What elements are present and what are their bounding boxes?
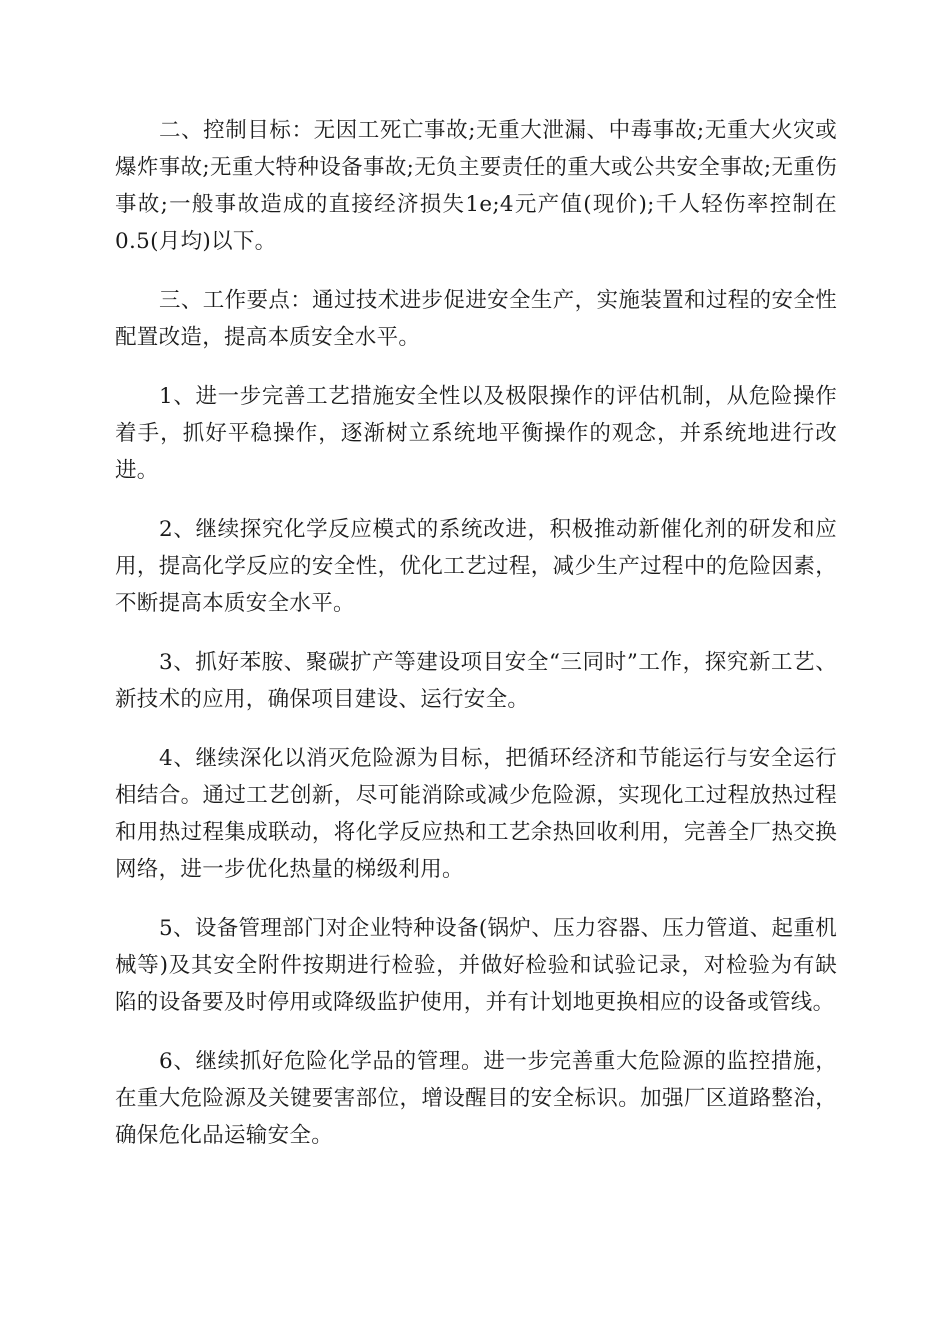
paragraph-control-targets: 二、控制目标：无因工死亡事故;无重大泄漏、中毒事故;无重大火灾或爆炸事故;无重大特种设备事故;无负主要责任的重大或公共安全事故;无重伤事故;一般事故造成的直接经济损失1e;4元产值(现价);千人轻伤率控制在0.5(月均)以下。 <box>115 118 837 254</box>
paragraph-item-4: 4、继续深化以消灭危险源为目标，把循环经济和节能运行与安全运行相结合。通过工艺创新，尽可能消除或减少危险源，实现化工过程放热过程和用热过程集成联动，将化学反应热和工艺余热回收利用，完善全厂热交换网络，进一步优化热量的梯级利用。 <box>115 746 837 882</box>
paragraph-item-6: 6、继续抓好危险化学品的管理。进一步完善重大危险源的监控措施，在重大危险源及关键要害部位，增设醒目的安全标识。加强厂区道路整治，确保危化品运输安全。 <box>115 1049 837 1148</box>
document-body <box>115 112 837 1176</box>
paragraph-item-3: 3、抓好苯胺、聚碳扩产等建设项目安全“三同时”工作，探究新工艺、新技术的应用，确保项目建设、运行安全。 <box>115 650 837 712</box>
paragraph-work-points: 三、工作要点：通过技术进步促进安全生产，实施装置和过程的安全性配置改造，提高本质安全水平。 <box>115 288 837 350</box>
paragraph-item-2: 2、继续探究化学反应模式的系统改进，积极推动新催化剂的研发和应用，提高化学反应的安全性，优化工艺过程，减少生产过程中的危险因素，不断提高本质安全水平。 <box>115 517 837 616</box>
paragraph-item-1: 1、进一步完善工艺措施安全性以及极限操作的评估机制，从危险操作着手，抓好平稳操作，逐渐树立系统地平衡操作的观念，并系统地进行改进。 <box>115 384 837 483</box>
paragraph-item-5: 5、设备管理部门对企业特种设备(锅炉、压力容器、压力管道、起重机械等)及其安全附件按期进行检验，并做好检验和试验记录，对检验为有缺陷的设备要及时停用或降级监护使用，并有计划地更换相应的设备或管线。 <box>115 916 837 1015</box>
